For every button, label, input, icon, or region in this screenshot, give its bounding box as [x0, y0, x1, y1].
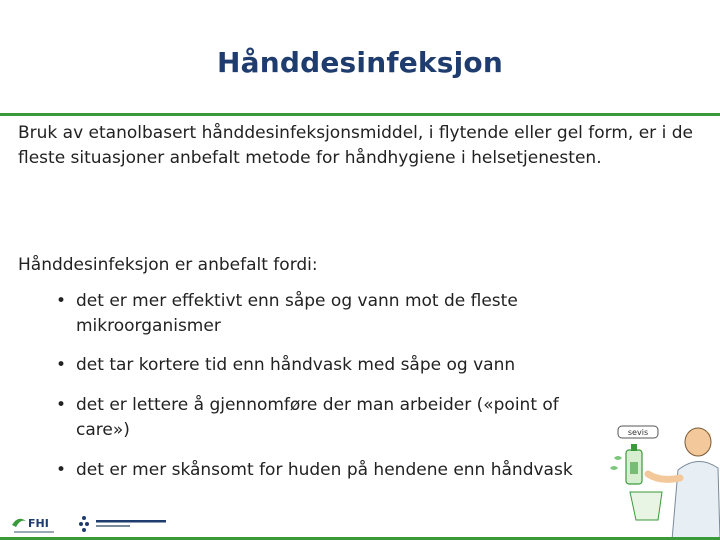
- list-item: [54, 353, 614, 378]
- fhi-logo: [10, 511, 62, 537]
- illustration-caption: sevis: [627, 428, 649, 437]
- bullet-dot-icon: •: [56, 355, 67, 375]
- bullet-lead-text: Hånddesinfeksjon er anbefalt fordi:: [18, 255, 318, 275]
- list-item: [54, 393, 614, 443]
- list-item: [54, 458, 614, 483]
- bullet-dot-icon: •: [56, 395, 67, 415]
- nurse-illustration: [600, 420, 720, 540]
- partner-logo: [76, 513, 186, 535]
- list-item: [54, 289, 614, 339]
- list-item-text: det er mer effektivt enn såpe og vann mot de fleste mikroorganismer: [76, 291, 518, 336]
- list-item-text: det tar kortere tid enn håndvask med såpe og vann: [76, 355, 516, 375]
- bullet-dot-icon: •: [56, 291, 67, 311]
- list-item-text: det er lettere å gjennomføre der man arbeider («point of care»): [76, 395, 559, 440]
- list-item-text: det er mer skånsomt for huden på hendene enn håndvask: [76, 460, 573, 480]
- bullet-dot-icon: •: [56, 460, 67, 480]
- slide-title: Hånddesinfeksjon: [217, 46, 503, 79]
- reasons-list: [54, 289, 614, 498]
- fhi-logo-text: FHI: [28, 517, 49, 530]
- title-divider: [0, 113, 720, 116]
- intro-paragraph: Bruk av etanolbasert hånddesinfeksjonsmiddel, i flytende eller gel form, er i de fleste situasjoner anbefalt metode for håndhygiene i helsetjenesten.: [18, 123, 693, 168]
